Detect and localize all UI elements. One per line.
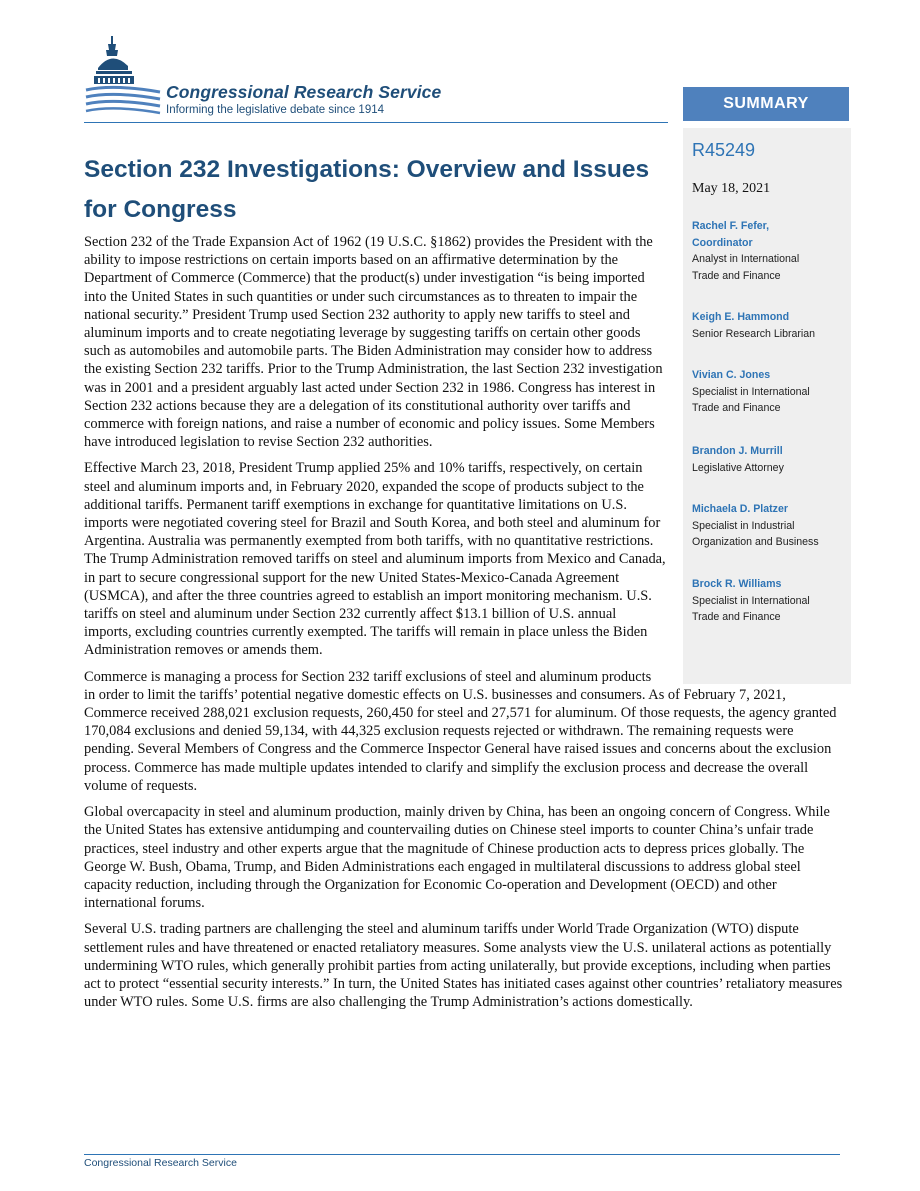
summary-paragraph: Commerce is managing a process for Section 232 tariff exclusions of steel and aluminum products in order to limit the tariffs’ potential negative domestic effects on U.S. businesses and consumers. As of February 7, 2021, Commerce received 288,021 exclusion requests, 260,450 for steel and 27,571 for aluminum. Of those requests, the agency granted 170,084 exclusions and denied 59,134, with 44,325 exclusion requests rejected or withdrawn. The remaining requests were pending. Several Members of Congress and the Commerce Inspector General have raised issues and concerns about the exclusion process. Commerce has made multiple updates intended to clarify and simplify the exclusion process and decrease the overall volume of requests. [84,668,837,794]
sidebar-float-spacer [666,233,844,685]
author-role: Analyst in International [692,253,800,266]
summary-paragraph: Effective March 23, 2018, President Trump applied 25% and 10% tariffs, respectively, on certain steel and aluminum imports and, in February 2020, expanded the scope of products subject to the additional tariffs. Permanent tariff exemptions in exchange for quantitative limitations on U.S. imports were negotiated covering steel for Brazil and South Korea, and both steel and aluminum for Argentina. Australia was permanently exempted from both tariffs, with no quantitative restrictions. The Trump Administration removed tariffs on steel and aluminum imports from Mexico and Canada, in part to secure congressional support for the new United States-Mexico-Canada Agreement (USMCA), and after the three countries agreed to establish an import monitoring mechanism. U.S. tariffs on steel and aluminum under Section 232 currently affect $13.1 billion of U.S. annual imports, excluding countries currently exempted. The tariffs will remain in place unless the Biden Administration removes or amends them. [84,460,666,659]
footer-divider [84,1154,840,1155]
author-name: Rachel F. Fefer, [692,220,770,232]
author-role: Coordinator [692,236,753,249]
author-role: Organization and Business [692,536,819,549]
report-date: May 18, 2021 [692,181,771,196]
header-divider [84,122,668,123]
author-name: Brock R. Williams [692,578,782,590]
summary-paragraph: Global overcapacity in steel and aluminum production, mainly driven by China, has been an ongoing concern of Congress. While the United States has extensive antidumping and countervailing duties on Chinese steel imports to counter China’s unfair trade practices, steel industry and other experts argue that the magnitude of Chinese production acts to depress prices globally. The George W. Bush, Obama, Trump, and Biden Administrations each engaged in multilateral discussions to address global steel capacity reduction, including through the Organization for Economic Co-operation and Development (OECD) and other international forums. [84,804,830,912]
author-role: Trade and Finance [692,611,781,624]
author-role: Specialist in Industrial [692,519,795,532]
author-role: Legislative Attorney [692,461,784,474]
summary-paragraph: Several U.S. trading partners are challenging the steel and aluminum tariffs under World Trade Organization (WTO) dispute settlement rules and have threatened or enacted retaliatory measures. Some analysts view the U.S. unilateral actions as potentially undermining WTO rules, which generally prohibit parties from acting unilaterally, but provide exceptions, including when parties act to protect “essential security interests.” In turn, the United States has initiated cases against other countries’ retaliatory measures under WTO rules. Some U.S. firms are also challenging the Trump Administration’s actions domestically. [84,921,843,1011]
capitol-dome-icon [84,34,164,124]
author-role: Specialist in International [692,385,810,398]
author-name: Michaela D. Platzer [692,503,788,515]
report-number: R45249 [692,140,756,160]
author-role: Trade and Finance [692,402,781,415]
crs-logo [84,34,484,124]
author-name: Vivian C. Jones [692,369,771,381]
summary-label: SUMMARY [683,87,849,121]
author-name: Brandon J. Murrill [692,445,783,457]
author-role: Senior Research Librarian [692,327,816,340]
org-name: Congressional Research Service [166,82,442,102]
author-name: Keigh E. Hammond [692,311,790,323]
page-title: Section 232 Investigations: Overview and Issues for Congress [84,156,650,223]
summary-body [84,233,844,1019]
author-role: Specialist in International [692,594,810,607]
org-tagline: Informing the legislative debate since 1914 [166,104,385,116]
summary-paragraph: Section 232 of the Trade Expansion Act of 1962 (19 U.S.C. §1862) provides the President with the ability to impose restrictions on certain imports based on an affirmative determination by the Department of Commerce (Commerce) that the product(s) under investigation “is being imported into the United States in such quantities or under such circumstances as to threaten to impair the national security.” President Trump used Section 232 authority to apply new tariffs to steel and aluminum imports and to create negotiating leverage by suggesting tariffs on certain other goods such as automobiles and automobile parts. The Biden Administration may consider how to address the existing Section 232 tariffs. Prior to the Trump Administration, the last Section 232 investigation was in 2001 and a president arguably last acted under Section 232 in 1986. Congress has interest in Section 232 actions because they are a delegation of its constitutional authority over tariffs and commerce with foreign nations, and raise a number of economic and policy issues. Some Members have introduced legislation to revise Section 232 authorities. [84,234,663,451]
author-role: Trade and Finance [692,269,781,282]
footer-label: Congressional Research Service [84,1157,237,1169]
